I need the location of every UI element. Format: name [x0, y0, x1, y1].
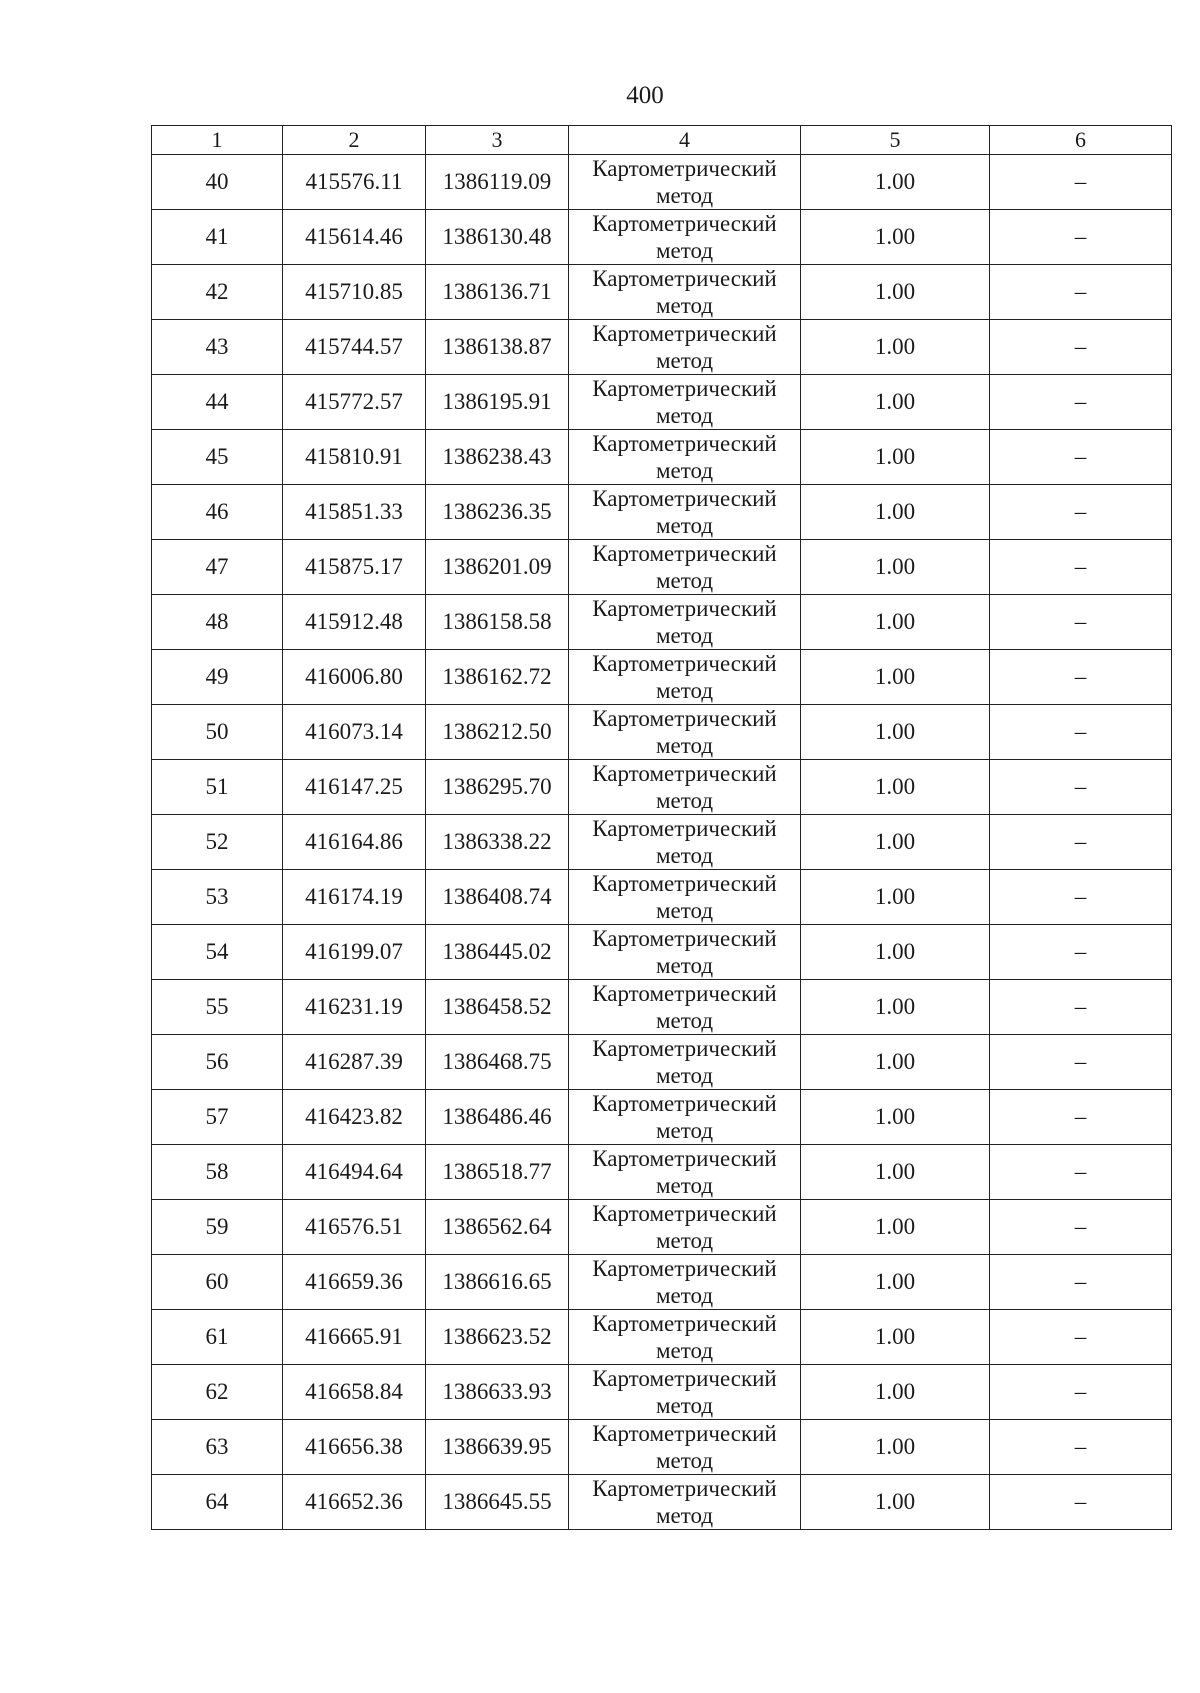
note-cell: – [990, 1420, 1172, 1475]
point-number-cell: 59 [152, 1200, 283, 1255]
method-cell [569, 1145, 801, 1200]
point-number-cell: 49 [152, 650, 283, 705]
table-row [152, 540, 1172, 595]
table-row [152, 1310, 1172, 1365]
point-number-cell: 61 [152, 1310, 283, 1365]
point-number-cell: 42 [152, 265, 283, 320]
accuracy-cell: 1.00 [801, 925, 990, 980]
y-coordinate-cell: 1386639.95 [426, 1420, 569, 1475]
page-number: 400 [626, 82, 664, 109]
method-line: Картометрический [592, 321, 777, 346]
note-cell: – [990, 1090, 1172, 1145]
point-number-cell: 57 [152, 1090, 283, 1145]
y-coordinate-cell: 1386119.09 [426, 155, 569, 210]
method-line: Картометрический [592, 1366, 777, 1391]
y-coordinate-cell: 1386486.46 [426, 1090, 569, 1145]
note-cell: – [990, 1365, 1172, 1420]
table-row [152, 155, 1172, 210]
method-line: метод [655, 293, 714, 318]
method-cell [569, 430, 801, 485]
note-cell: – [990, 980, 1172, 1035]
method-line: метод [655, 1338, 714, 1363]
table-row [152, 1255, 1172, 1310]
method-line: Картометрический [592, 431, 777, 456]
y-coordinate-cell: 1386136.71 [426, 265, 569, 320]
point-number-cell: 43 [152, 320, 283, 375]
x-coordinate-cell: 416174.19 [283, 870, 426, 925]
note-cell: – [990, 320, 1172, 375]
accuracy-cell: 1.00 [801, 760, 990, 815]
x-coordinate-cell: 416576.51 [283, 1200, 426, 1255]
point-number-cell: 63 [152, 1420, 283, 1475]
y-coordinate-cell: 1386645.55 [426, 1475, 569, 1530]
point-number-cell: 55 [152, 980, 283, 1035]
accuracy-cell: 1.00 [801, 375, 990, 430]
method-line: метод [655, 733, 714, 758]
method-line: Картометрический [592, 211, 777, 236]
x-coordinate-cell: 416656.38 [283, 1420, 426, 1475]
x-coordinate-cell: 415576.11 [283, 155, 426, 210]
y-coordinate-cell: 1386212.50 [426, 705, 569, 760]
method-cell [569, 155, 801, 210]
y-coordinate-cell: 1386408.74 [426, 870, 569, 925]
x-coordinate-cell: 416199.07 [283, 925, 426, 980]
header-row [152, 126, 1172, 155]
method-cell [569, 1365, 801, 1420]
y-coordinate-cell: 1386562.64 [426, 1200, 569, 1255]
x-coordinate-cell: 416665.91 [283, 1310, 426, 1365]
method-line: метод [655, 1118, 714, 1143]
accuracy-cell: 1.00 [801, 1035, 990, 1090]
note-cell: – [990, 265, 1172, 320]
method-line: метод [655, 1173, 714, 1198]
accuracy-cell: 1.00 [801, 430, 990, 485]
table-row [152, 375, 1172, 430]
accuracy-cell: 1.00 [801, 1090, 990, 1145]
point-number-cell: 54 [152, 925, 283, 980]
x-coordinate-cell: 415744.57 [283, 320, 426, 375]
method-cell [569, 925, 801, 980]
accuracy-cell: 1.00 [801, 1145, 990, 1200]
table-row [152, 485, 1172, 540]
table-row [152, 265, 1172, 320]
point-number-cell: 62 [152, 1365, 283, 1420]
method-line: метод [655, 458, 714, 483]
point-number-cell: 53 [152, 870, 283, 925]
y-coordinate-cell: 1386195.91 [426, 375, 569, 430]
method-cell [569, 1420, 801, 1475]
method-line: Картометрический [592, 706, 777, 731]
method-cell [569, 1475, 801, 1530]
method-cell [569, 375, 801, 430]
accuracy-cell: 1.00 [801, 155, 990, 210]
y-coordinate-cell: 1386338.22 [426, 815, 569, 870]
method-line: Картометрический [592, 376, 777, 401]
accuracy-cell: 1.00 [801, 1365, 990, 1420]
accuracy-cell: 1.00 [801, 320, 990, 375]
method-line: метод [655, 513, 714, 538]
note-cell: – [990, 760, 1172, 815]
method-cell [569, 1090, 801, 1145]
y-coordinate-cell: 1386623.52 [426, 1310, 569, 1365]
table-row [152, 1090, 1172, 1145]
table-row [152, 870, 1172, 925]
table-row [152, 1365, 1172, 1420]
y-coordinate-cell: 1386162.72 [426, 650, 569, 705]
method-line: Картометрический [592, 871, 777, 896]
accuracy-cell: 1.00 [801, 485, 990, 540]
table-row [152, 430, 1172, 485]
note-cell: – [990, 595, 1172, 650]
note-cell: – [990, 485, 1172, 540]
table-row [152, 1035, 1172, 1090]
method-line: Картометрический [592, 1476, 777, 1501]
method-line: Картометрический [592, 1256, 777, 1281]
y-coordinate-cell: 1386616.65 [426, 1255, 569, 1310]
accuracy-cell: 1.00 [801, 1310, 990, 1365]
method-line: метод [655, 348, 714, 373]
method-cell [569, 815, 801, 870]
method-line: метод [655, 183, 714, 208]
x-coordinate-cell: 416658.84 [283, 1365, 426, 1420]
method-line: метод [655, 1228, 714, 1253]
y-coordinate-cell: 1386238.43 [426, 430, 569, 485]
accuracy-cell: 1.00 [801, 540, 990, 595]
method-line: метод [655, 953, 714, 978]
x-coordinate-cell: 416659.36 [283, 1255, 426, 1310]
method-line: Картометрический [592, 266, 777, 291]
table-row [152, 925, 1172, 980]
note-cell: – [990, 540, 1172, 595]
method-cell [569, 705, 801, 760]
note-cell: – [990, 1035, 1172, 1090]
table-row [152, 1475, 1172, 1530]
method-cell [569, 760, 801, 815]
accuracy-cell: 1.00 [801, 210, 990, 265]
method-cell [569, 650, 801, 705]
point-number-cell: 60 [152, 1255, 283, 1310]
note-cell: – [990, 815, 1172, 870]
accuracy-cell: 1.00 [801, 1255, 990, 1310]
note-cell: – [990, 705, 1172, 760]
table-row [152, 1420, 1172, 1475]
method-line: метод [655, 568, 714, 593]
point-number-cell: 64 [152, 1475, 283, 1530]
method-cell [569, 210, 801, 265]
table-row [152, 595, 1172, 650]
method-line: Картометрический [592, 1421, 777, 1446]
note-cell: – [990, 925, 1172, 980]
column-header: 3 [426, 126, 569, 155]
x-coordinate-cell: 415614.46 [283, 210, 426, 265]
method-line: Картометрический [592, 981, 777, 1006]
point-number-cell: 52 [152, 815, 283, 870]
point-number-cell: 46 [152, 485, 283, 540]
method-line: Картометрический [592, 1311, 777, 1336]
point-number-cell: 50 [152, 705, 283, 760]
method-line: Картометрический [592, 596, 777, 621]
method-line: Картометрический [592, 816, 777, 841]
method-line: метод [655, 1283, 714, 1308]
point-number-cell: 58 [152, 1145, 283, 1200]
x-coordinate-cell: 415875.17 [283, 540, 426, 595]
method-line: Картометрический [592, 926, 777, 951]
accuracy-cell: 1.00 [801, 595, 990, 650]
y-coordinate-cell: 1386633.93 [426, 1365, 569, 1420]
coordinates-table [151, 125, 1172, 1530]
method-line: метод [655, 238, 714, 263]
method-line: метод [655, 1393, 714, 1418]
note-cell: – [990, 1200, 1172, 1255]
x-coordinate-cell: 416423.82 [283, 1090, 426, 1145]
method-line: метод [655, 1448, 714, 1473]
point-number-cell: 56 [152, 1035, 283, 1090]
method-cell [569, 980, 801, 1035]
method-line: Картометрический [592, 156, 777, 181]
accuracy-cell: 1.00 [801, 1420, 990, 1475]
method-cell [569, 320, 801, 375]
y-coordinate-cell: 1386236.35 [426, 485, 569, 540]
x-coordinate-cell: 416073.14 [283, 705, 426, 760]
column-header: 2 [283, 126, 426, 155]
method-cell [569, 595, 801, 650]
y-coordinate-cell: 1386158.58 [426, 595, 569, 650]
point-number-cell: 48 [152, 595, 283, 650]
point-number-cell: 44 [152, 375, 283, 430]
method-cell [569, 1310, 801, 1365]
x-coordinate-cell: 415810.91 [283, 430, 426, 485]
y-coordinate-cell: 1386445.02 [426, 925, 569, 980]
method-line: Картометрический [592, 1036, 777, 1061]
table-row [152, 705, 1172, 760]
x-coordinate-cell: 415912.48 [283, 595, 426, 650]
note-cell: – [990, 155, 1172, 210]
table-row [152, 760, 1172, 815]
note-cell: – [990, 650, 1172, 705]
method-line: метод [655, 898, 714, 923]
y-coordinate-cell: 1386130.48 [426, 210, 569, 265]
column-header: 6 [990, 126, 1172, 155]
method-line: метод [655, 1063, 714, 1088]
note-cell: – [990, 375, 1172, 430]
table-row [152, 650, 1172, 705]
method-line: метод [655, 403, 714, 428]
method-cell [569, 540, 801, 595]
x-coordinate-cell: 416652.36 [283, 1475, 426, 1530]
point-number-cell: 51 [152, 760, 283, 815]
accuracy-cell: 1.00 [801, 980, 990, 1035]
table-row [152, 815, 1172, 870]
note-cell: – [990, 430, 1172, 485]
method-line: Картометрический [592, 651, 777, 676]
method-line: метод [655, 788, 714, 813]
column-header: 4 [569, 126, 801, 155]
method-cell [569, 485, 801, 540]
x-coordinate-cell: 416147.25 [283, 760, 426, 815]
note-cell: – [990, 1145, 1172, 1200]
method-line: Картометрический [592, 541, 777, 566]
accuracy-cell: 1.00 [801, 705, 990, 760]
method-cell [569, 870, 801, 925]
note-cell: – [990, 1475, 1172, 1530]
method-line: Картометрический [592, 1146, 777, 1171]
method-cell [569, 265, 801, 320]
accuracy-cell: 1.00 [801, 1200, 990, 1255]
y-coordinate-cell: 1386458.52 [426, 980, 569, 1035]
note-cell: – [990, 870, 1172, 925]
y-coordinate-cell: 1386468.75 [426, 1035, 569, 1090]
x-coordinate-cell: 416164.86 [283, 815, 426, 870]
note-cell: – [990, 1310, 1172, 1365]
y-coordinate-cell: 1386295.70 [426, 760, 569, 815]
point-number-cell: 47 [152, 540, 283, 595]
accuracy-cell: 1.00 [801, 265, 990, 320]
x-coordinate-cell: 415851.33 [283, 485, 426, 540]
table-row [152, 1145, 1172, 1200]
y-coordinate-cell: 1386518.77 [426, 1145, 569, 1200]
method-line: метод [655, 1008, 714, 1033]
note-cell: – [990, 210, 1172, 265]
x-coordinate-cell: 416006.80 [283, 650, 426, 705]
table-row [152, 1200, 1172, 1255]
column-header: 1 [152, 126, 283, 155]
method-line: метод [655, 678, 714, 703]
point-number-cell: 40 [152, 155, 283, 210]
accuracy-cell: 1.00 [801, 870, 990, 925]
x-coordinate-cell: 416494.64 [283, 1145, 426, 1200]
note-cell: – [990, 1255, 1172, 1310]
method-line: метод [655, 1503, 714, 1528]
method-line: Картометрический [592, 761, 777, 786]
method-line: Картометрический [592, 1201, 777, 1226]
x-coordinate-cell: 416287.39 [283, 1035, 426, 1090]
method-line: метод [655, 623, 714, 648]
y-coordinate-cell: 1386138.87 [426, 320, 569, 375]
method-cell [569, 1035, 801, 1090]
y-coordinate-cell: 1386201.09 [426, 540, 569, 595]
x-coordinate-cell: 416231.19 [283, 980, 426, 1035]
accuracy-cell: 1.00 [801, 650, 990, 705]
method-cell [569, 1255, 801, 1310]
accuracy-cell: 1.00 [801, 815, 990, 870]
method-cell [569, 1200, 801, 1255]
method-line: Картометрический [592, 486, 777, 511]
point-number-cell: 41 [152, 210, 283, 265]
x-coordinate-cell: 415710.85 [283, 265, 426, 320]
accuracy-cell: 1.00 [801, 1475, 990, 1530]
column-header: 5 [801, 126, 990, 155]
method-line: метод [655, 843, 714, 868]
table-row [152, 210, 1172, 265]
table-row [152, 320, 1172, 375]
x-coordinate-cell: 415772.57 [283, 375, 426, 430]
table-row [152, 980, 1172, 1035]
point-number-cell: 45 [152, 430, 283, 485]
method-line: Картометрический [592, 1091, 777, 1116]
